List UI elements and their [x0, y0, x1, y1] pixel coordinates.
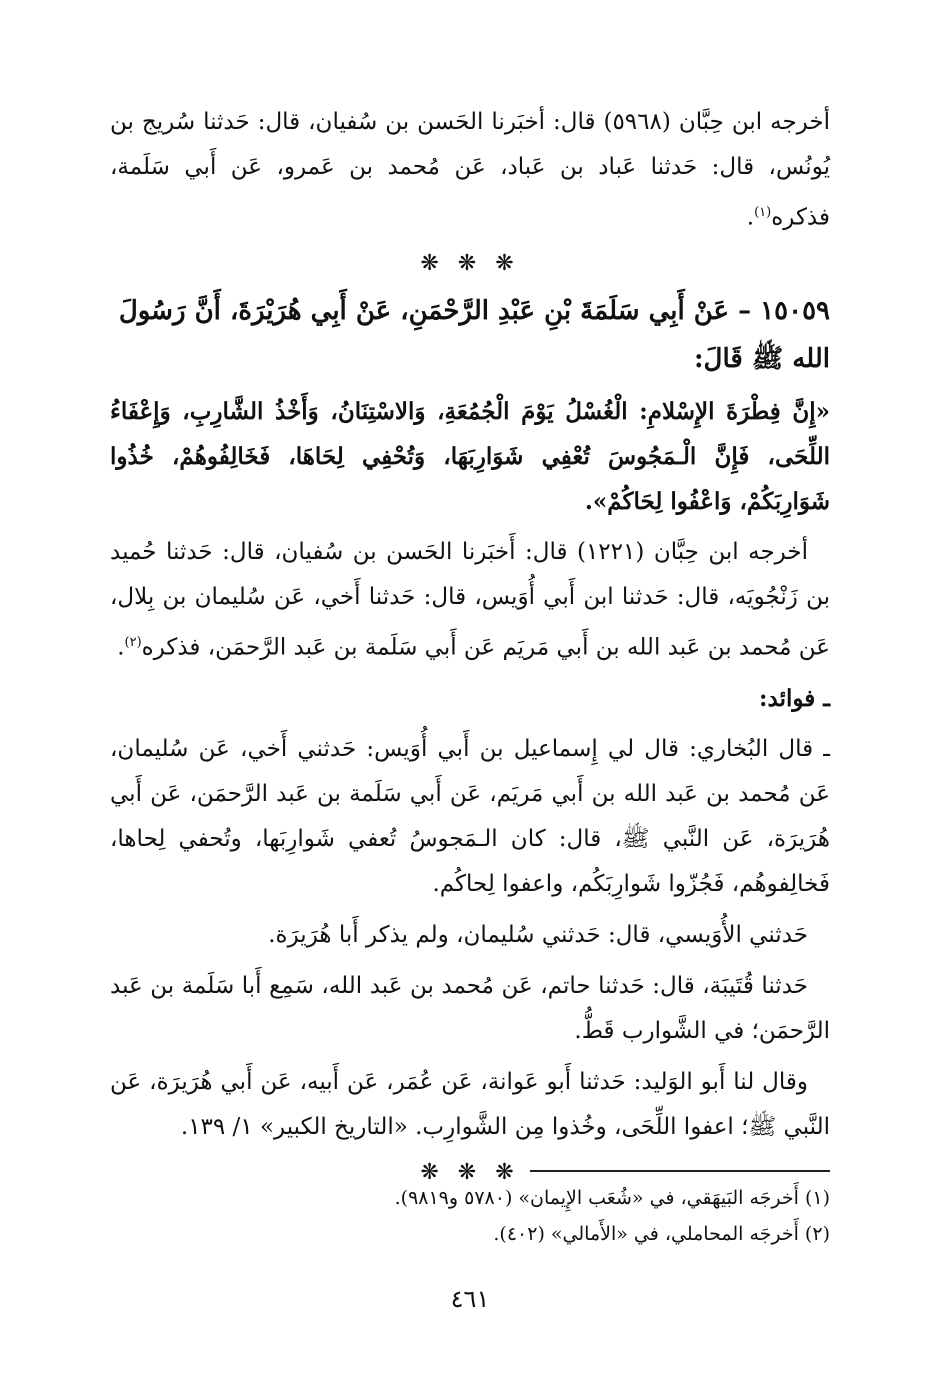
uwaysi-paragraph: حَدثني الأُوَيسي، قال: حَدثني سُليمان، ولم يذكر أَبا هُرَيرَة. — [268, 922, 808, 949]
hadith-text: «إِنَّ فِطْرَةَ الإِسْلامِ: الْغُسْلُ يَوْمَ الْجُمُعَةِ، وَالاسْتِنَانُ، وَأَخْذُ الشَّارِبِ، وَإِعْفَاءُ اللِّحَى، فَإِنَّ الْـمَجُوسَ تُعْفِي شَوَارِبَهَا، وَتُحْفِي لِحَاهَا، فَخَالِفُوهُمْ، خُذُوا شَوَارِبَكُمْ، وَاعْفُوا لِحَاكُمْ». — [110, 397, 830, 515]
qutayba-paragraph: حَدثنا قُتَيبَة، قال: حَدثنا حاتم، عَن مُحمد بن عَبد الله، سَمِع أَبا سَلَمة بن عَبد الرَّحمَن؛ في الشَّوارب قَطُّ. — [110, 973, 830, 1045]
section-separator: ❋ ❋ ❋ — [420, 250, 520, 276]
footnotes — [110, 1170, 830, 1252]
section-separator-end: ❋ ❋ ❋ — [420, 1160, 520, 1186]
footnote-2: (٢) أَخرجَه المحاملي، في «الأَمالي» (٤٠٢). — [493, 1223, 830, 1245]
abulwalid-paragraph: وقال لنا أَبو الوَليد: حَدثنا أَبو عَوانة، عَن عُمَر، عَن أَبيه، عَن أَبي هُرَيرَة، عَن النَّبي ﷺ؛ اعفوا اللِّحَى، وخُذوا مِن الشَّوارِب. «التاريخ الكبير» ١/ ١٣٩. — [110, 1069, 830, 1141]
page-number: ٤٦١ — [450, 1285, 490, 1313]
takhrij-end-2: . — [117, 634, 125, 661]
takhrij-paragraph-2 — [110, 530, 830, 671]
takhrij-end-1: . — [746, 204, 755, 231]
fawaid-heading: ـ فوائد: — [759, 685, 830, 713]
footnote-1: (١) أَخرجَه البَيهَقي، في «شُعَب الإِيمان» (٥٧٨٠ و٩٨١٩). — [394, 1187, 830, 1209]
hadith-heading: ١٥٠٥٩ – عَنْ أَبِي سَلَمَةَ بْنِ عَبْدِ الرَّحْمَنِ، عَنْ أَبِي هُرَيْرَةَ، أَنَّ رَسُولَ الله ﷺ قَالَ: — [118, 295, 830, 374]
takhrij-text-1: أخرجه ابن حِبَّان (٥٩٦٨) قال: أخبَرنا الحَسن بن سُفيان، قال: حَدثنا سُريج بن يُونُس، قال: حَدثنا عَباد بن عَباد، عَن مُحمد بن عَمرو، عَن أَبي سَلَمة، فذكره — [110, 109, 830, 231]
footnote-ref-2: (٢) — [124, 634, 142, 650]
footnote-ref-1: (١) — [754, 205, 772, 220]
takhrij-text-2: أخرجه ابن حِبَّان (١٢٢١) قال: أَخبَرنا الحَسن بن سُفيان، قال: حَدثنا حُميد بن زَنْجُويَه، قال: حَدثنا ابن أَبي أُوَيس، قال: حَدثنا أَخي، عَن سُليمان بن بِلال، عَن مُحمد بن عَبد الله بن أَبي مَريَم عَن أَبي سَلَمة بن عَبد الرَّحمَن، فذكره — [110, 538, 830, 661]
footnote-divider — [530, 1170, 830, 1172]
takhrij-paragraph-1 — [110, 100, 830, 241]
bukhari-paragraph: ـ قال البُخاري: قال لي إِسماعيل بن أَبي أُوَيس: حَدثني أَخي، عَن سُليمان، عَن مُحمد بن عَبد الله بن أَبي مَريَم، عَن أَبي سَلَمة بن عَبد الرَّحمَن، عَن أَبي هُرَيرَة، عَن النَّبي ﷺ، قال: كان الـمَجوسُ تُعفي شَوارِبَها، وتُحفي لِحاها، فَخالِفوهُم، فَجُزّوا شَوارِبَكُم، واعفوا لِحاكُم. — [110, 736, 830, 898]
